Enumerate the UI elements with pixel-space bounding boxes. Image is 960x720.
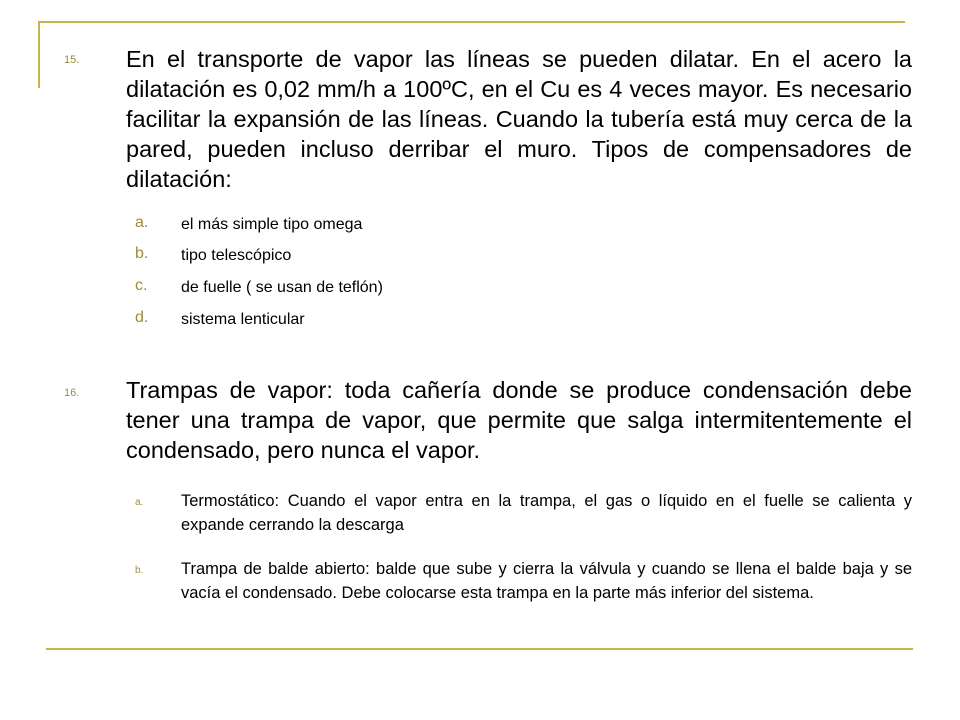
sub-item-text: el más simple tipo omega: [181, 216, 363, 233]
sub-item-text: de fuelle ( se usan de teflón): [181, 279, 383, 296]
sub-item-letter: a.: [135, 214, 149, 231]
sub-item-letter: b.: [135, 565, 144, 576]
sub-item-letter: b.: [135, 245, 149, 262]
sub-item-letter: a.: [135, 497, 144, 508]
left-rule: [38, 21, 40, 88]
sub-item-letter: d.: [135, 309, 149, 326]
sub-item-letter: c.: [135, 277, 148, 294]
item-text: En el transporte de vapor las líneas se pueden dilatar. En el acero la dilatación es 0,02 mm/h a 100ºC, en el Cu es 4 veces mayor. Es necesario facilitar la expansión de las líneas. Cuando la tubería está muy cerca de la pared, pueden incluso derribar el muro. Tipos de compensadores de dilatación:: [126, 46, 912, 192]
bottom-rule: [46, 648, 913, 650]
item-text: Trampas de vapor: toda cañería donde se produce condensación debe tener una trampa de vapor, que permite que salga intermitentemente el condensado, pero nunca el vapor.: [126, 377, 912, 463]
sub-item-text: sistema lenticular: [181, 311, 305, 328]
sub-item-text: Termostático: Cuando el vapor entra en la trampa, el gas o líquido en el fuelle se calienta y expande cerrando la descarga: [181, 492, 912, 534]
sub-item-text: tipo telescópico: [181, 247, 292, 264]
item-number: 16.: [64, 387, 80, 399]
sub-item-text: Trampa de balde abierto: balde que sube y cierra la válvula y cuando se llena el balde baja y se vacía el condensado. Debe colocarse esta trampa en la parte más inferior del sistema.: [181, 560, 912, 602]
top-rule: [38, 21, 905, 23]
item-number: 15.: [64, 54, 80, 66]
